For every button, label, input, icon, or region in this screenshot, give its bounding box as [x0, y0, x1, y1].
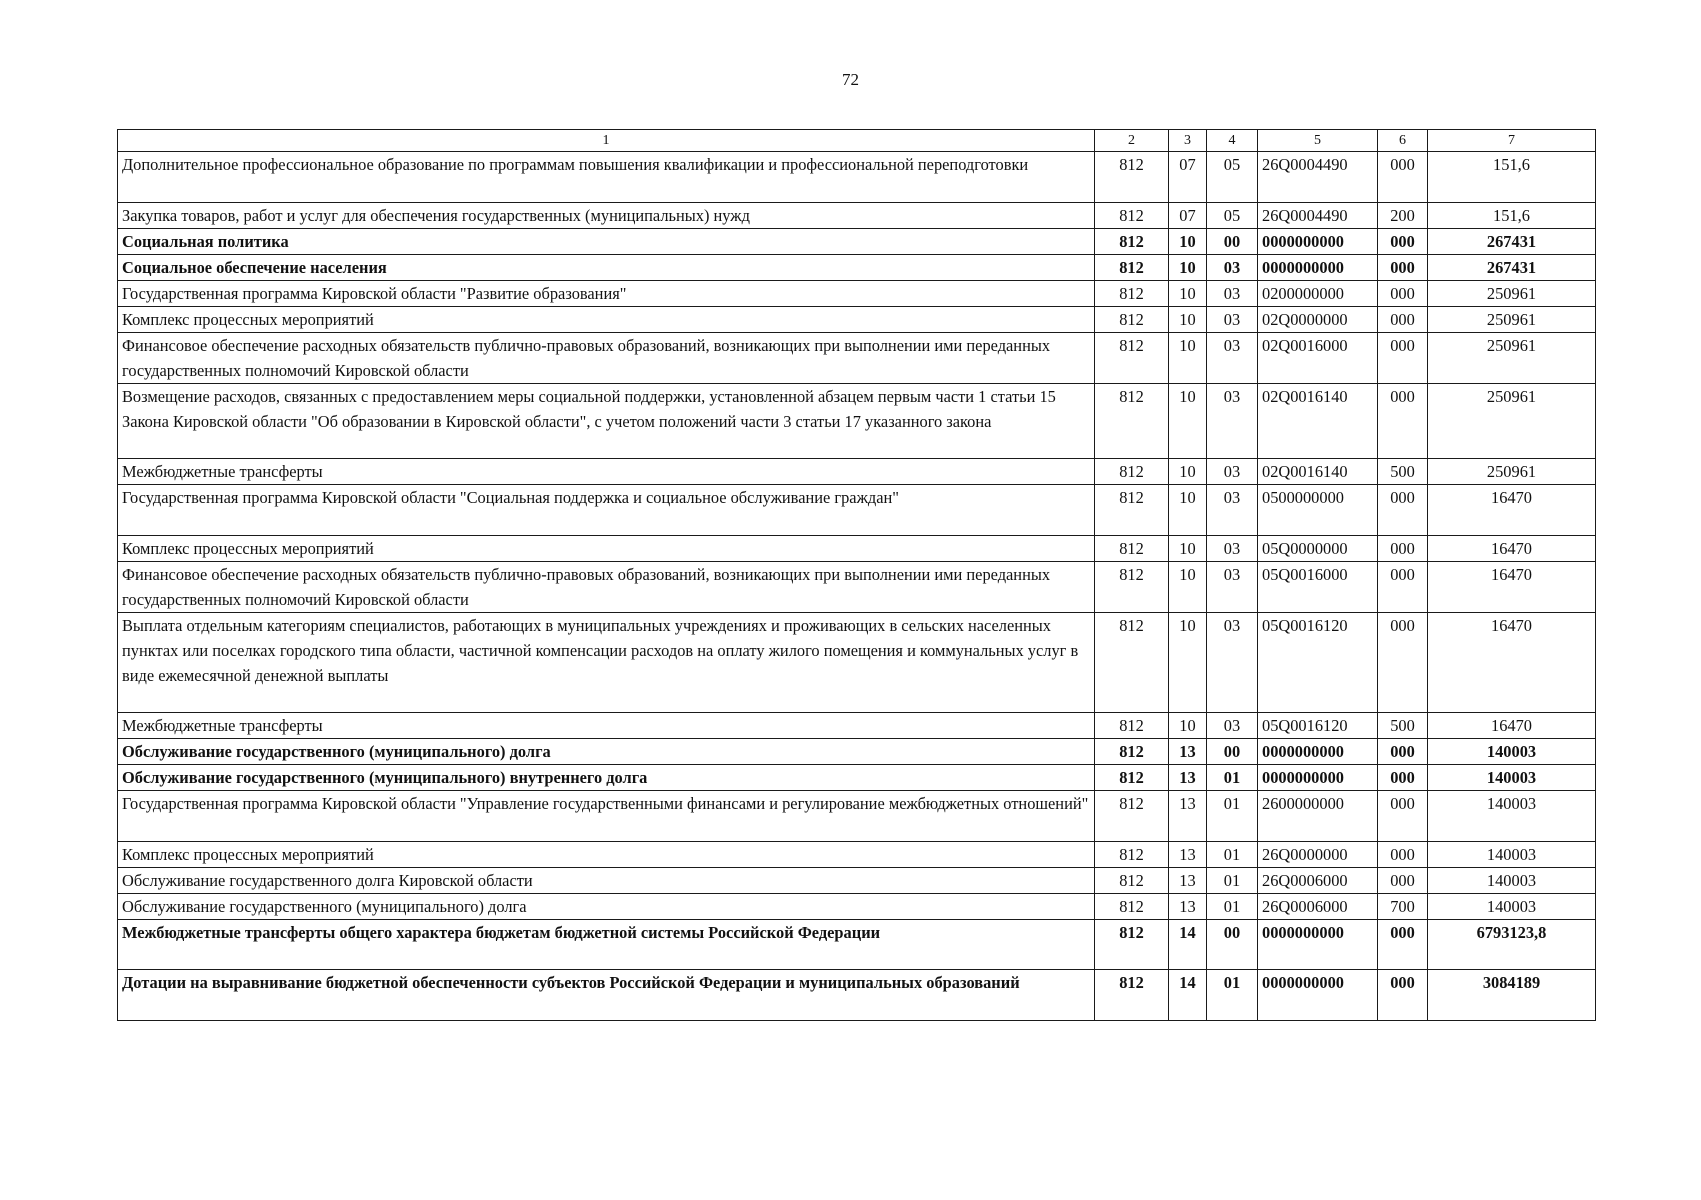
- row-section-cell: 10: [1169, 255, 1207, 281]
- row-amount-cell: 16470: [1428, 613, 1596, 713]
- row-amount-cell: 140003: [1428, 842, 1596, 868]
- row-section-cell: 14: [1169, 920, 1207, 970]
- row-expense-type-cell: 000: [1378, 868, 1428, 894]
- table-row: [118, 842, 1596, 868]
- row-target-code-cell: 05Q0016120: [1258, 613, 1378, 713]
- row-amount-cell: 16470: [1428, 485, 1596, 536]
- row-code-cell: 812: [1095, 713, 1169, 739]
- header-cell: 5: [1258, 130, 1378, 152]
- row-amount-cell: 16470: [1428, 713, 1596, 739]
- row-section-cell: 13: [1169, 765, 1207, 791]
- row-target-code-cell: 02Q0000000: [1258, 307, 1378, 333]
- row-amount-cell: 140003: [1428, 765, 1596, 791]
- table-row: [118, 152, 1596, 203]
- row-target-code-cell: 26Q0004490: [1258, 203, 1378, 229]
- row-code-cell: 812: [1095, 307, 1169, 333]
- row-code-cell: 812: [1095, 970, 1169, 1021]
- row-target-code-cell: 0000000000: [1258, 970, 1378, 1021]
- table-row: [118, 384, 1596, 459]
- row-section-cell: 10: [1169, 713, 1207, 739]
- row-code-cell: 812: [1095, 868, 1169, 894]
- row-code-cell: 812: [1095, 485, 1169, 536]
- row-expense-type-cell: 000: [1378, 333, 1428, 384]
- table-row: [118, 203, 1596, 229]
- table-header-row: [118, 130, 1596, 152]
- row-subsection-cell: 03: [1207, 613, 1258, 713]
- row-subsection-cell: 01: [1207, 791, 1258, 842]
- table-row: [118, 562, 1596, 613]
- row-subsection-cell: 03: [1207, 281, 1258, 307]
- row-section-cell: 13: [1169, 868, 1207, 894]
- row-code-cell: 812: [1095, 255, 1169, 281]
- row-subsection-cell: 03: [1207, 485, 1258, 536]
- row-name-cell: Дотации на выравнивание бюджетной обеспеченности субъектов Российской Федерации и муниципальных образований: [118, 970, 1095, 1021]
- row-section-cell: 10: [1169, 229, 1207, 255]
- row-code-cell: 812: [1095, 203, 1169, 229]
- table-row: [118, 765, 1596, 791]
- row-section-cell: 14: [1169, 970, 1207, 1021]
- row-name-cell: Государственная программа Кировской области "Развитие образования": [118, 281, 1095, 307]
- row-expense-type-cell: 000: [1378, 485, 1428, 536]
- header-cell: 1: [118, 130, 1095, 152]
- row-amount-cell: 140003: [1428, 868, 1596, 894]
- row-subsection-cell: 03: [1207, 536, 1258, 562]
- row-subsection-cell: 01: [1207, 868, 1258, 894]
- row-target-code-cell: 2600000000: [1258, 791, 1378, 842]
- header-cell: 4: [1207, 130, 1258, 152]
- row-expense-type-cell: 000: [1378, 562, 1428, 613]
- header-cell: 2: [1095, 130, 1169, 152]
- row-name-cell: Выплата отдельным категориям специалистов, работающих в муниципальных учреждениях и проживающих в сельских населенных пунктах или поселках городского типа области, частичной компенсации расходов на оплату жилого помещения и коммунальных услуг в виде ежемесячной денежной выплаты: [118, 613, 1095, 713]
- row-subsection-cell: 01: [1207, 894, 1258, 920]
- row-expense-type-cell: 000: [1378, 970, 1428, 1021]
- table-row: [118, 920, 1596, 970]
- row-expense-type-cell: 500: [1378, 459, 1428, 485]
- header-cell: 7: [1428, 130, 1596, 152]
- row-subsection-cell: 01: [1207, 765, 1258, 791]
- table-row: [118, 229, 1596, 255]
- row-subsection-cell: 03: [1207, 713, 1258, 739]
- row-code-cell: 812: [1095, 459, 1169, 485]
- row-code-cell: 812: [1095, 842, 1169, 868]
- header-cell: 3: [1169, 130, 1207, 152]
- table-row: [118, 333, 1596, 384]
- row-code-cell: 812: [1095, 229, 1169, 255]
- row-amount-cell: 250961: [1428, 459, 1596, 485]
- row-target-code-cell: 26Q0006000: [1258, 868, 1378, 894]
- row-target-code-cell: 05Q0016000: [1258, 562, 1378, 613]
- row-amount-cell: 140003: [1428, 739, 1596, 765]
- table-row: [118, 739, 1596, 765]
- row-section-cell: 10: [1169, 459, 1207, 485]
- row-section-cell: 10: [1169, 384, 1207, 459]
- row-target-code-cell: 02Q0016140: [1258, 459, 1378, 485]
- row-name-cell: Финансовое обеспечение расходных обязательств публично-правовых образований, возникающих при выполнении ими переданных государственных полномочий Кировской области: [118, 562, 1095, 613]
- row-name-cell: Государственная программа Кировской области "Управление государственными финансами и регулирование межбюджетных отношений": [118, 791, 1095, 842]
- row-name-cell: Комплекс процессных мероприятий: [118, 536, 1095, 562]
- row-code-cell: 812: [1095, 562, 1169, 613]
- row-target-code-cell: 26Q0000000: [1258, 842, 1378, 868]
- row-section-cell: 10: [1169, 536, 1207, 562]
- row-amount-cell: 3084189: [1428, 970, 1596, 1021]
- header-cell: 6: [1378, 130, 1428, 152]
- row-expense-type-cell: 000: [1378, 791, 1428, 842]
- row-amount-cell: 267431: [1428, 229, 1596, 255]
- row-name-cell: Закупка товаров, работ и услуг для обеспечения государственных (муниципальных) нужд: [118, 203, 1095, 229]
- row-name-cell: Межбюджетные трансферты общего характера бюджетам бюджетной системы Российской Федерации: [118, 920, 1095, 970]
- row-name-cell: Обслуживание государственного (муниципального) долга: [118, 739, 1095, 765]
- table-row: [118, 255, 1596, 281]
- row-expense-type-cell: 500: [1378, 713, 1428, 739]
- row-amount-cell: 250961: [1428, 307, 1596, 333]
- row-name-cell: Межбюджетные трансферты: [118, 459, 1095, 485]
- row-subsection-cell: 00: [1207, 229, 1258, 255]
- row-code-cell: 812: [1095, 765, 1169, 791]
- row-subsection-cell: 03: [1207, 384, 1258, 459]
- table-row: [118, 791, 1596, 842]
- row-expense-type-cell: 700: [1378, 894, 1428, 920]
- page-number: 72: [842, 70, 859, 89]
- row-amount-cell: 250961: [1428, 281, 1596, 307]
- row-code-cell: 812: [1095, 152, 1169, 203]
- table-row: [118, 868, 1596, 894]
- row-subsection-cell: 03: [1207, 255, 1258, 281]
- row-subsection-cell: 03: [1207, 562, 1258, 613]
- row-subsection-cell: 03: [1207, 307, 1258, 333]
- row-amount-cell: 267431: [1428, 255, 1596, 281]
- row-target-code-cell: 0000000000: [1258, 920, 1378, 970]
- row-section-cell: 07: [1169, 152, 1207, 203]
- table-row: [118, 485, 1596, 536]
- row-expense-type-cell: 200: [1378, 203, 1428, 229]
- row-target-code-cell: 0500000000: [1258, 485, 1378, 536]
- table-row: [118, 970, 1596, 1021]
- row-section-cell: 13: [1169, 791, 1207, 842]
- row-subsection-cell: 01: [1207, 842, 1258, 868]
- row-target-code-cell: 0000000000: [1258, 765, 1378, 791]
- row-name-cell: Комплекс процессных мероприятий: [118, 307, 1095, 333]
- row-section-cell: 10: [1169, 562, 1207, 613]
- row-target-code-cell: 0000000000: [1258, 255, 1378, 281]
- table-row: [118, 713, 1596, 739]
- row-amount-cell: 16470: [1428, 562, 1596, 613]
- row-name-cell: Дополнительное профессиональное образование по программам повышения квалификации и профессиональной переподготовки: [118, 152, 1095, 203]
- row-amount-cell: 151,6: [1428, 152, 1596, 203]
- row-target-code-cell: 26Q0006000: [1258, 894, 1378, 920]
- row-amount-cell: 16470: [1428, 536, 1596, 562]
- row-target-code-cell: 26Q0004490: [1258, 152, 1378, 203]
- row-subsection-cell: 05: [1207, 203, 1258, 229]
- row-subsection-cell: 01: [1207, 970, 1258, 1021]
- row-expense-type-cell: 000: [1378, 229, 1428, 255]
- row-expense-type-cell: 000: [1378, 765, 1428, 791]
- row-section-cell: 10: [1169, 485, 1207, 536]
- row-code-cell: 812: [1095, 536, 1169, 562]
- row-code-cell: 812: [1095, 333, 1169, 384]
- row-section-cell: 13: [1169, 842, 1207, 868]
- row-expense-type-cell: 000: [1378, 281, 1428, 307]
- row-amount-cell: 140003: [1428, 791, 1596, 842]
- row-amount-cell: 250961: [1428, 384, 1596, 459]
- row-target-code-cell: 0000000000: [1258, 739, 1378, 765]
- row-amount-cell: 6793123,8: [1428, 920, 1596, 970]
- row-section-cell: 10: [1169, 307, 1207, 333]
- row-expense-type-cell: 000: [1378, 920, 1428, 970]
- row-name-cell: Финансовое обеспечение расходных обязательств публично-правовых образований, возникающих при выполнении ими переданных государственных полномочий Кировской области: [118, 333, 1095, 384]
- row-target-code-cell: 02Q0016140: [1258, 384, 1378, 459]
- row-section-cell: 07: [1169, 203, 1207, 229]
- row-section-cell: 13: [1169, 894, 1207, 920]
- row-expense-type-cell: 000: [1378, 536, 1428, 562]
- table-row: [118, 307, 1596, 333]
- row-name-cell: Социальное обеспечение населения: [118, 255, 1095, 281]
- row-subsection-cell: 03: [1207, 459, 1258, 485]
- table-row: [118, 894, 1596, 920]
- row-expense-type-cell: 000: [1378, 307, 1428, 333]
- row-target-code-cell: 0200000000: [1258, 281, 1378, 307]
- row-section-cell: 10: [1169, 333, 1207, 384]
- row-section-cell: 13: [1169, 739, 1207, 765]
- row-code-cell: 812: [1095, 894, 1169, 920]
- row-name-cell: Обслуживание государственного (муниципального) внутреннего долга: [118, 765, 1095, 791]
- row-expense-type-cell: 000: [1378, 384, 1428, 459]
- table-row: [118, 459, 1596, 485]
- row-code-cell: 812: [1095, 613, 1169, 713]
- row-name-cell: Межбюджетные трансферты: [118, 713, 1095, 739]
- budget-table: [117, 129, 1596, 1021]
- row-expense-type-cell: 000: [1378, 152, 1428, 203]
- row-subsection-cell: 00: [1207, 920, 1258, 970]
- row-section-cell: 10: [1169, 613, 1207, 713]
- row-target-code-cell: 05Q0016120: [1258, 713, 1378, 739]
- row-name-cell: Социальная политика: [118, 229, 1095, 255]
- row-amount-cell: 250961: [1428, 333, 1596, 384]
- row-section-cell: 10: [1169, 281, 1207, 307]
- row-name-cell: Обслуживание государственного (муниципального) долга: [118, 894, 1095, 920]
- row-code-cell: 812: [1095, 281, 1169, 307]
- row-target-code-cell: 02Q0016000: [1258, 333, 1378, 384]
- row-code-cell: 812: [1095, 384, 1169, 459]
- row-expense-type-cell: 000: [1378, 739, 1428, 765]
- row-expense-type-cell: 000: [1378, 842, 1428, 868]
- row-name-cell: Обслуживание государственного долга Кировской области: [118, 868, 1095, 894]
- table-row: [118, 613, 1596, 713]
- row-expense-type-cell: 000: [1378, 613, 1428, 713]
- row-code-cell: 812: [1095, 739, 1169, 765]
- row-expense-type-cell: 000: [1378, 255, 1428, 281]
- row-target-code-cell: 05Q0000000: [1258, 536, 1378, 562]
- row-name-cell: Возмещение расходов, связанных с предоставлением меры социальной поддержки, установленной абзацем первым части 1 статьи 15 Закона Кировской области "Об образовании в Кировской области", с учетом положений части 3 статьи 17 указанного закона: [118, 384, 1095, 459]
- row-code-cell: 812: [1095, 920, 1169, 970]
- row-subsection-cell: 00: [1207, 739, 1258, 765]
- table-row: [118, 536, 1596, 562]
- row-amount-cell: 151,6: [1428, 203, 1596, 229]
- row-target-code-cell: 0000000000: [1258, 229, 1378, 255]
- row-code-cell: 812: [1095, 791, 1169, 842]
- table-row: [118, 281, 1596, 307]
- row-name-cell: Комплекс процессных мероприятий: [118, 842, 1095, 868]
- row-subsection-cell: 05: [1207, 152, 1258, 203]
- row-name-cell: Государственная программа Кировской области "Социальная поддержка и социальное обслуживание граждан": [118, 485, 1095, 536]
- row-amount-cell: 140003: [1428, 894, 1596, 920]
- row-subsection-cell: 03: [1207, 333, 1258, 384]
